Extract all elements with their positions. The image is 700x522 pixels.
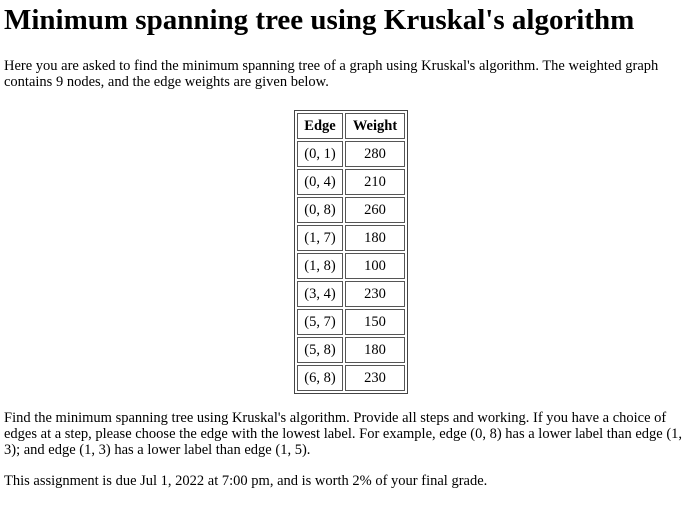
edge-cell: (0, 4) — [297, 169, 343, 195]
weight-column-header: Weight — [345, 113, 405, 139]
weight-cell: 230 — [345, 281, 405, 307]
weight-cell: 180 — [345, 225, 405, 251]
table-row — [297, 365, 405, 391]
weight-cell: 230 — [345, 365, 405, 391]
edge-cell: (6, 8) — [297, 365, 343, 391]
instructions-paragraph: Find the minimum spanning tree using Kruskal's algorithm. Provide all steps and working. If you have a choice of edges at a step, please choose the edge with the lowest label. For example, edge (0, 8) has a lower label than edge (1, 3); and edge (1, 3) has a lower label than edge (1, 5). — [4, 410, 683, 458]
due-date-note: This assignment is due Jul 1, 2022 at 7:00 pm, and is worth 2% of your final grade. — [4, 473, 488, 489]
edge-cell: (3, 4) — [297, 281, 343, 307]
table-row — [297, 197, 405, 223]
edge-cell: (5, 7) — [297, 309, 343, 335]
table-row — [297, 281, 405, 307]
table-row — [297, 169, 405, 195]
weight-cell: 100 — [345, 253, 405, 279]
edge-weight-table — [294, 110, 408, 394]
weight-cell: 180 — [345, 337, 405, 363]
weight-cell: 210 — [345, 169, 405, 195]
edge-cell: (0, 8) — [297, 197, 343, 223]
table-row — [297, 225, 405, 251]
edge-cell: (0, 1) — [297, 141, 343, 167]
table-row — [297, 309, 405, 335]
edge-cell: (5, 8) — [297, 337, 343, 363]
weight-cell: 260 — [345, 197, 405, 223]
table-row — [297, 337, 405, 363]
edge-cell: (1, 8) — [297, 253, 343, 279]
edge-column-header: Edge — [297, 113, 343, 139]
intro-paragraph: Here you are asked to find the minimum spanning tree of a graph using Kruskal's algorithm. The weighted graph contains 9 nodes, and the edge weights are given below. — [4, 58, 659, 90]
weight-cell: 280 — [345, 141, 405, 167]
table-row — [297, 253, 405, 279]
edge-cell: (1, 7) — [297, 225, 343, 251]
page-title: Minimum spanning tree using Kruskal's algorithm — [4, 4, 635, 36]
weight-cell: 150 — [345, 309, 405, 335]
edge-table-container — [4, 110, 694, 394]
table-row — [297, 141, 405, 167]
table-header-row — [297, 113, 405, 139]
